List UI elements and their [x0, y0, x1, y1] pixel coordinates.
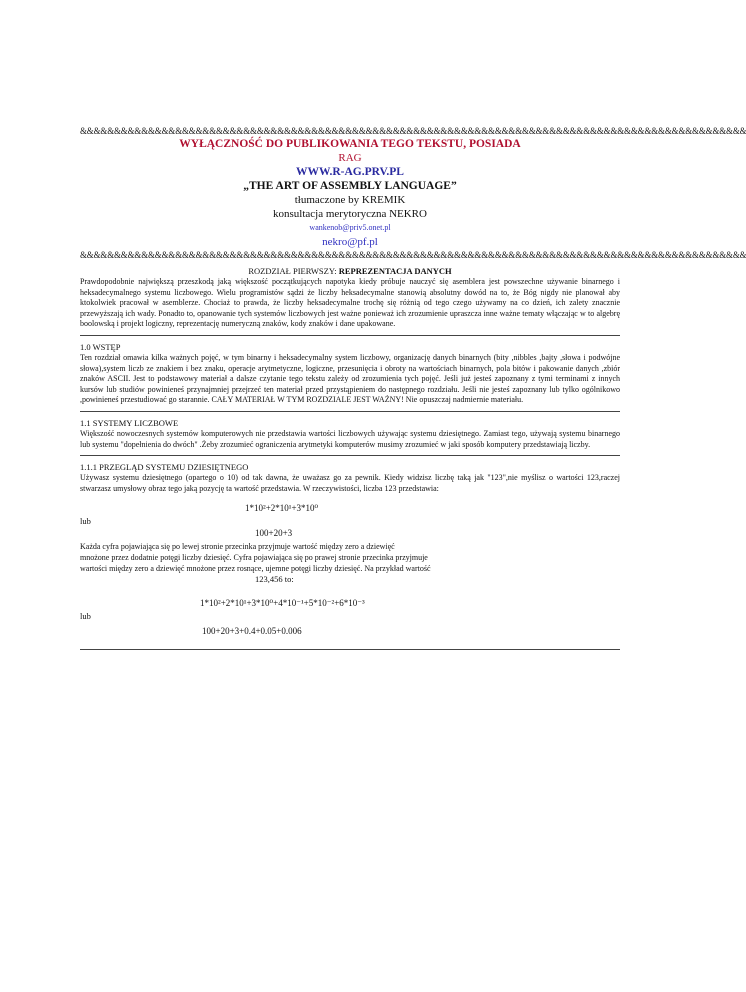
chapter-label: ROZDZIAŁ PIERWSZY: [248, 266, 339, 276]
divider [80, 455, 620, 456]
chapter-title: REPREZENTACJA DANYCH [338, 266, 452, 276]
divider [80, 649, 620, 650]
chapter-heading [80, 266, 620, 277]
divider [80, 335, 620, 336]
translator-line: tłumaczone by KREMIK [294, 194, 406, 206]
or-label: lub [80, 516, 91, 527]
section-heading-1-1: 1.1 SYSTEMY LICZBOWE [80, 417, 179, 428]
section-heading-1-1-1: 1.1.1 PRZEGLĄD SYSTEMU DZIESIĘTNEGO [80, 462, 249, 473]
book-title: „THE ART OF ASSEMBLY LANGUAGE” [243, 180, 457, 192]
value-label: 123,456 to: [255, 574, 294, 585]
separator-bottom: &&&&&&&&&&&&&&&&&&&&&&&&&&&&&&&&&&&&&&&&&&&&&&&&&&&&&&&&&&&&&&&&&&&&&&&&&&&&&&&&&&&&&&&&&&&&&&&&&& [80, 250, 746, 260]
email-link-2[interactable]: nekro@pf.pl [322, 236, 378, 248]
title-block [80, 137, 620, 249]
divider [80, 411, 620, 412]
separator-top: &&&&&&&&&&&&&&&&&&&&&&&&&&&&&&&&&&&&&&&&&&&&&&&&&&&&&&&&&&&&&&&&&&&&&&&&&&&&&&&&&&&&&&&&&&&&&&&&&& [80, 126, 746, 136]
body-line-3: wartości między zero a dziewięć mnożone przez rosnące, ujemne potęgi liczby dziesięć. Na przykład wartość [80, 563, 431, 573]
section-heading-1-0: 1.0 WSTĘP [80, 341, 121, 352]
body-line-1: Każda cyfra pojawiająca się po lewej stronie przecinka przyjmuje wartość między zero a dziewięć [80, 542, 395, 552]
chapter-intro: Prawdopodobnie największą przeszkodą jaką większość początkujących napotyka kiedy próbuje nauczyć się asemblera jest powszechne używanie binarnego i heksadecymalnego systemu liczbowego. Wielu programistów sądzi że liczby heksadecymalne stanowią absolutny dowód na to, że Bóg nigdy nie planował aby ktokolwiek pracował w asemblerze. Chociaż to prawda, że liczby heksadecymalne trochę się różnią od tego czego używamy na co dzień, ich zalety znacznie przewyższają ich wady. Ponadto to, opanowanie tych systemów liczbowych jest ważne ponieważ ich zrozumienie upraszcza inne ważne tematy włączając w to algebrę boolowską i projekt logiczny, reprezentację numeryczną znaków, kody znaków i dane upakowane. [80, 277, 620, 329]
body-line-2: mnożone przez dodatnie potęgi liczby dziesięć. Cyfra pojawiająca się po prawej stronie przecinka przyjmuje [80, 552, 428, 562]
consultation-line: konsultacja merytoryczna NEKRO [273, 208, 427, 220]
rights-line-1: WYŁĄCZNOŚĆ DO PUBLIKOWANIA TEGO TEKSTU, POSIADA [179, 138, 521, 150]
section-body-1-1-1: Używasz systemu dziesiętnego (opartego o 10) od tak dawna, że uważasz go za pewnik. Kiedy widzisz liczbę taką jak "123",nie myślisz o wartości 123,raczej stwarzasz umysłowy obraz tego jaką pozycję ta wartość przedstawia. W rzeczywistości, liczba 123 przedstawia: [80, 473, 620, 493]
formula-123-sum: 100+20+3 [255, 528, 293, 539]
formula-123456-sum: 100+20+3+0.4+0.05+0.006 [202, 626, 302, 637]
section-body-1-1: Większość nowoczesnych systemów komputerowych nie przedstawia wartości liczbowych używając systemu dziesiętnego. Zamiast tego, używają systemu binarnego lub systemu "dopełnienia do dwóch" .Żeby zrozumieć ograniczenia arytmetyki komputerów musimy zrozumieć w jaki sposób komputery przedstawiają liczby. [80, 428, 620, 449]
formula-123456-powers: 1*10²+2*10¹+3*10⁰+4*10⁻¹+5*10⁻²+6*10⁻³ [200, 598, 365, 609]
email-link-1[interactable]: wankenob@priv5.onet.pl [309, 223, 391, 232]
rights-line-2: RAG [338, 152, 362, 164]
website-link[interactable]: WWW.R-AG.PRV.PL [296, 166, 404, 178]
or-label: lub [80, 611, 91, 622]
document-page [80, 125, 746, 656]
section-body-1-0: Ten rozdział omawia kilka ważnych pojęć, w tym binarny i heksadecymalny system liczbowy, organizację danych binarnych (bity ,nibbles ,bajty ,słowa i podwójne słowa),system liczb ze znakiem i bez znaku, operacje arytmetyczne, logiczne, przesunięcia i obroty na wartościach binarnych, pola bitów i pakowanie danych ,zbiór znaków ASCII. Jest to podstawowy materiał a dalsze czytanie tego tekstu zależy od zrozumienia tych pojęć. Jeśli już jesteś zapoznany z tymi terminami z innych kursów lub studiów powinieneś przynajmniej przejrzeć ten materiał przed przystąpieniem do następnego rozdziału. Jeśli nie jesteś zapoznany lub tylko ogólnikowo ,powinieneś przestudiować go starannie. CAŁY MATERIAŁ W TYM ROZDZIALE JEST WAŻNY! Nie opuszczaj nadmiernie materiału. [80, 352, 620, 405]
formula-123-powers: 1*10²+2*10¹+3*10⁰ [245, 503, 319, 514]
